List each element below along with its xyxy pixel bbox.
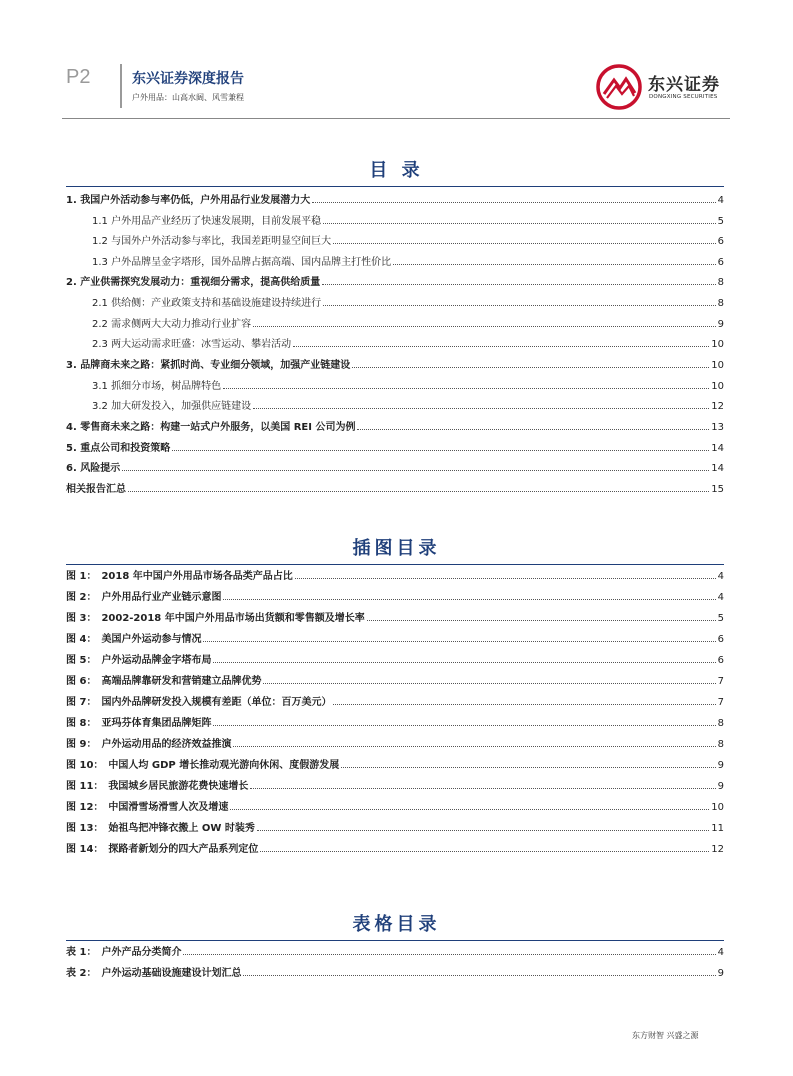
figure-entry-label: 图 4： 美国户外运动参与情况 xyxy=(66,634,202,645)
figure-entry-label: 图 5： 户外运动品牌金字塔布局 xyxy=(66,655,212,666)
toc-entry-page: 10 xyxy=(711,360,724,371)
table-entry[interactable] xyxy=(66,942,724,958)
tables-title: 表格目录 xyxy=(352,914,441,935)
leader-dots xyxy=(213,725,715,726)
figure-entry-page: 10 xyxy=(711,802,724,813)
toc-entry-page: 14 xyxy=(711,463,724,474)
leader-dots xyxy=(357,429,709,430)
toc-entry-page: 4 xyxy=(717,195,724,206)
toc-entry-label: 5. 重点公司和投资策略 xyxy=(66,443,171,454)
toc-entry[interactable] xyxy=(66,190,724,206)
toc-entry[interactable] xyxy=(92,396,724,412)
toc-entry-label: 3. 品牌商未来之路：紧抓时尚、专业细分领域，加强产业链建设 xyxy=(66,360,351,371)
figure-entry-label: 图 3： 2002-2018 年中国户外用品市场出货额和零售额及增长率 xyxy=(66,613,365,624)
toc-entry-label: 6. 风险提示 xyxy=(66,463,121,474)
figure-entry-label: 图 6： 高端品牌靠研发和营销建立品牌优势 xyxy=(66,676,262,687)
report-title: 东兴证券深度报告 xyxy=(132,71,244,87)
figure-entry-label: 图 2： 户外用品行业产业链示意图 xyxy=(66,592,222,603)
leader-dots xyxy=(352,367,709,368)
leader-dots xyxy=(203,641,715,642)
figure-entry[interactable] xyxy=(66,671,724,687)
toc-entry-page: 15 xyxy=(711,484,724,495)
toc-entry-page: 6 xyxy=(717,236,724,247)
leader-dots xyxy=(322,284,715,285)
figure-entry-page: 7 xyxy=(717,676,724,687)
leader-dots xyxy=(233,746,715,747)
leader-dots xyxy=(223,388,709,389)
table-entry-page: 4 xyxy=(717,947,724,958)
toc-title: 目 录 xyxy=(369,160,424,181)
leader-dots xyxy=(393,264,716,265)
toc-entry-label: 2.2 需求侧两大大动力推动行业扩容 xyxy=(92,319,252,330)
figure-entry-label: 图 11： 我国城乡居民旅游花费快速增长 xyxy=(66,781,249,792)
figure-entry-label: 图 10： 中国人均 GDP 增长推动观光游向休闲、度假游发展 xyxy=(66,760,340,771)
toc-entry[interactable] xyxy=(66,438,724,454)
figure-entry-label: 图 7： 国内外品牌研发投入规模有差距（单位：百万美元） xyxy=(66,697,332,708)
leader-dots xyxy=(341,767,715,768)
toc-entry[interactable] xyxy=(66,458,724,474)
leader-dots xyxy=(323,305,716,306)
figure-entry-page: 5 xyxy=(717,613,724,624)
table-entry-label: 表 2： 户外运动基础设施建设计划汇总 xyxy=(66,968,242,979)
leader-dots xyxy=(333,243,716,244)
leader-dots xyxy=(128,491,709,492)
toc-top-rule xyxy=(66,186,724,187)
figure-entry[interactable] xyxy=(66,650,724,666)
figure-entry-page: 8 xyxy=(717,739,724,750)
figure-entry-label: 图 12： 中国滑雪场滑雪人次及增速 xyxy=(66,802,229,813)
toc-entry-page: 14 xyxy=(711,443,724,454)
figure-entry[interactable] xyxy=(66,629,724,645)
toc-entry[interactable] xyxy=(66,355,724,371)
leader-dots xyxy=(243,975,715,976)
logo-english-name: DONGXING SECURITIES xyxy=(649,94,718,100)
figure-entry[interactable] xyxy=(66,734,724,750)
figure-entry-page: 4 xyxy=(717,571,724,582)
toc-entry-page: 5 xyxy=(717,216,724,227)
figure-entry-label: 图 9： 户外运动用品的经济效益推演 xyxy=(66,739,232,750)
figure-entry[interactable] xyxy=(66,713,724,729)
page-header xyxy=(62,58,730,120)
figure-entry-page: 6 xyxy=(717,655,724,666)
toc-entry-label: 1.3 户外品牌呈金字塔形，国外品牌占据高端、国内品牌主打性价比 xyxy=(92,257,392,268)
leader-dots xyxy=(122,470,709,471)
toc-entry[interactable] xyxy=(66,272,724,288)
toc-entry-label: 2. 产业供需探究发展动力：重视细分需求，提高供给质量 xyxy=(66,277,321,288)
leader-dots xyxy=(223,599,715,600)
toc-entry-label: 1. 我国户外活动参与率仍低，户外用品行业发展潜力大 xyxy=(66,195,311,206)
figure-entry-page: 4 xyxy=(717,592,724,603)
toc-entry-label: 4. 零售商未来之路：构建一站式户外服务，以美国 REI 公司为例 xyxy=(66,422,356,433)
toc-entry-label: 1.1 户外用品产业经历了快速发展期，目前发展平稳 xyxy=(92,216,322,227)
toc-entry[interactable] xyxy=(92,252,724,268)
leader-dots xyxy=(213,662,715,663)
figure-entry[interactable] xyxy=(66,566,724,582)
tables-top-rule xyxy=(66,940,724,941)
report-subtitle: 户外用品：山高水阔、风雪兼程 xyxy=(132,93,244,102)
toc-entry-page: 8 xyxy=(717,298,724,309)
toc-entry-page: 10 xyxy=(711,339,724,350)
leader-dots xyxy=(183,954,715,955)
toc-entry-page: 13 xyxy=(711,422,724,433)
toc-entry[interactable] xyxy=(66,479,724,495)
figure-entry-label: 图 14： 探路者新划分的四大产品系列定位 xyxy=(66,844,259,855)
header-rule xyxy=(62,118,730,119)
figure-entry-page: 8 xyxy=(717,718,724,729)
toc-entry[interactable] xyxy=(92,293,724,309)
figure-entry[interactable] xyxy=(66,755,724,771)
logo-emblem-icon xyxy=(596,64,642,110)
leader-dots xyxy=(250,788,715,789)
leader-dots xyxy=(253,326,716,327)
toc-entry-page: 9 xyxy=(717,319,724,330)
leader-dots xyxy=(172,450,709,451)
leader-dots xyxy=(230,809,709,810)
figure-entry-page: 7 xyxy=(717,697,724,708)
leader-dots xyxy=(333,704,715,705)
figure-entry[interactable] xyxy=(66,818,724,834)
figure-entry[interactable] xyxy=(66,587,724,603)
figure-entry[interactable] xyxy=(66,776,724,792)
toc-entry-label: 2.1 供给侧：产业政策支持和基础设施建设持续进行 xyxy=(92,298,322,309)
leader-dots xyxy=(260,851,709,852)
logo-chinese-name: 东兴证券 xyxy=(648,75,720,95)
leader-dots xyxy=(312,202,715,203)
figure-entry-page: 9 xyxy=(717,760,724,771)
toc-entry[interactable] xyxy=(92,211,724,227)
toc-entry-label: 3.2 加大研发投入，加强供应链建设 xyxy=(92,401,252,412)
toc-entry-label: 1.2 与国外户外活动参与率比，我国差距明显空间巨大 xyxy=(92,236,332,247)
page-number: P2 xyxy=(66,66,91,88)
figure-entry[interactable] xyxy=(66,839,724,855)
leader-dots xyxy=(367,620,716,621)
figure-entry[interactable] xyxy=(66,608,724,624)
company-logo xyxy=(596,64,730,110)
toc-entry-page: 6 xyxy=(717,257,724,268)
toc-entry[interactable] xyxy=(92,314,724,330)
table-entry-page: 9 xyxy=(717,968,724,979)
leader-dots xyxy=(295,578,716,579)
figure-entry-label: 图 8： 亚玛芬体育集团品牌矩阵 xyxy=(66,718,212,729)
figure-entry-label: 图 13： 始祖鸟把冲锋衣搬上 OW 时装秀 xyxy=(66,823,255,834)
leader-dots xyxy=(293,346,709,347)
leader-dots xyxy=(263,683,715,684)
figure-entry-page: 6 xyxy=(717,634,724,645)
table-entry[interactable] xyxy=(66,963,724,979)
leader-dots xyxy=(323,223,716,224)
figure-entry-page: 12 xyxy=(711,844,724,855)
table-entry-label: 表 1： 户外产品分类简介 xyxy=(66,947,182,958)
leader-dots xyxy=(257,830,709,831)
toc-entry-page: 12 xyxy=(711,401,724,412)
figures-top-rule xyxy=(66,564,724,565)
leader-dots xyxy=(253,408,709,409)
figure-entry-page: 11 xyxy=(711,823,724,834)
toc-entry-label: 2.3 两大运动需求旺盛：冰雪运动、攀岩活动 xyxy=(92,339,292,350)
toc-entry-label: 3.1 抓细分市场，树品牌特色 xyxy=(92,381,222,392)
toc-entry[interactable] xyxy=(92,334,724,350)
figures-title: 插图目录 xyxy=(352,538,441,559)
footer-slogan: 东方财智 兴盛之源 xyxy=(632,1031,699,1040)
toc-entry-label: 相关报告汇总 xyxy=(66,484,126,495)
figure-entry[interactable] xyxy=(66,797,724,813)
toc-entry[interactable] xyxy=(92,376,724,392)
figure-entry-page: 9 xyxy=(717,781,724,792)
toc-entry-page: 8 xyxy=(717,277,724,288)
figure-entry-label: 图 1： 2018 年中国户外用品市场各品类产品占比 xyxy=(66,571,293,582)
toc-entry-page: 10 xyxy=(711,381,724,392)
toc-entry[interactable] xyxy=(66,417,724,433)
figure-entry[interactable] xyxy=(66,692,724,708)
toc-entry[interactable] xyxy=(92,231,724,247)
header-divider xyxy=(120,64,122,108)
